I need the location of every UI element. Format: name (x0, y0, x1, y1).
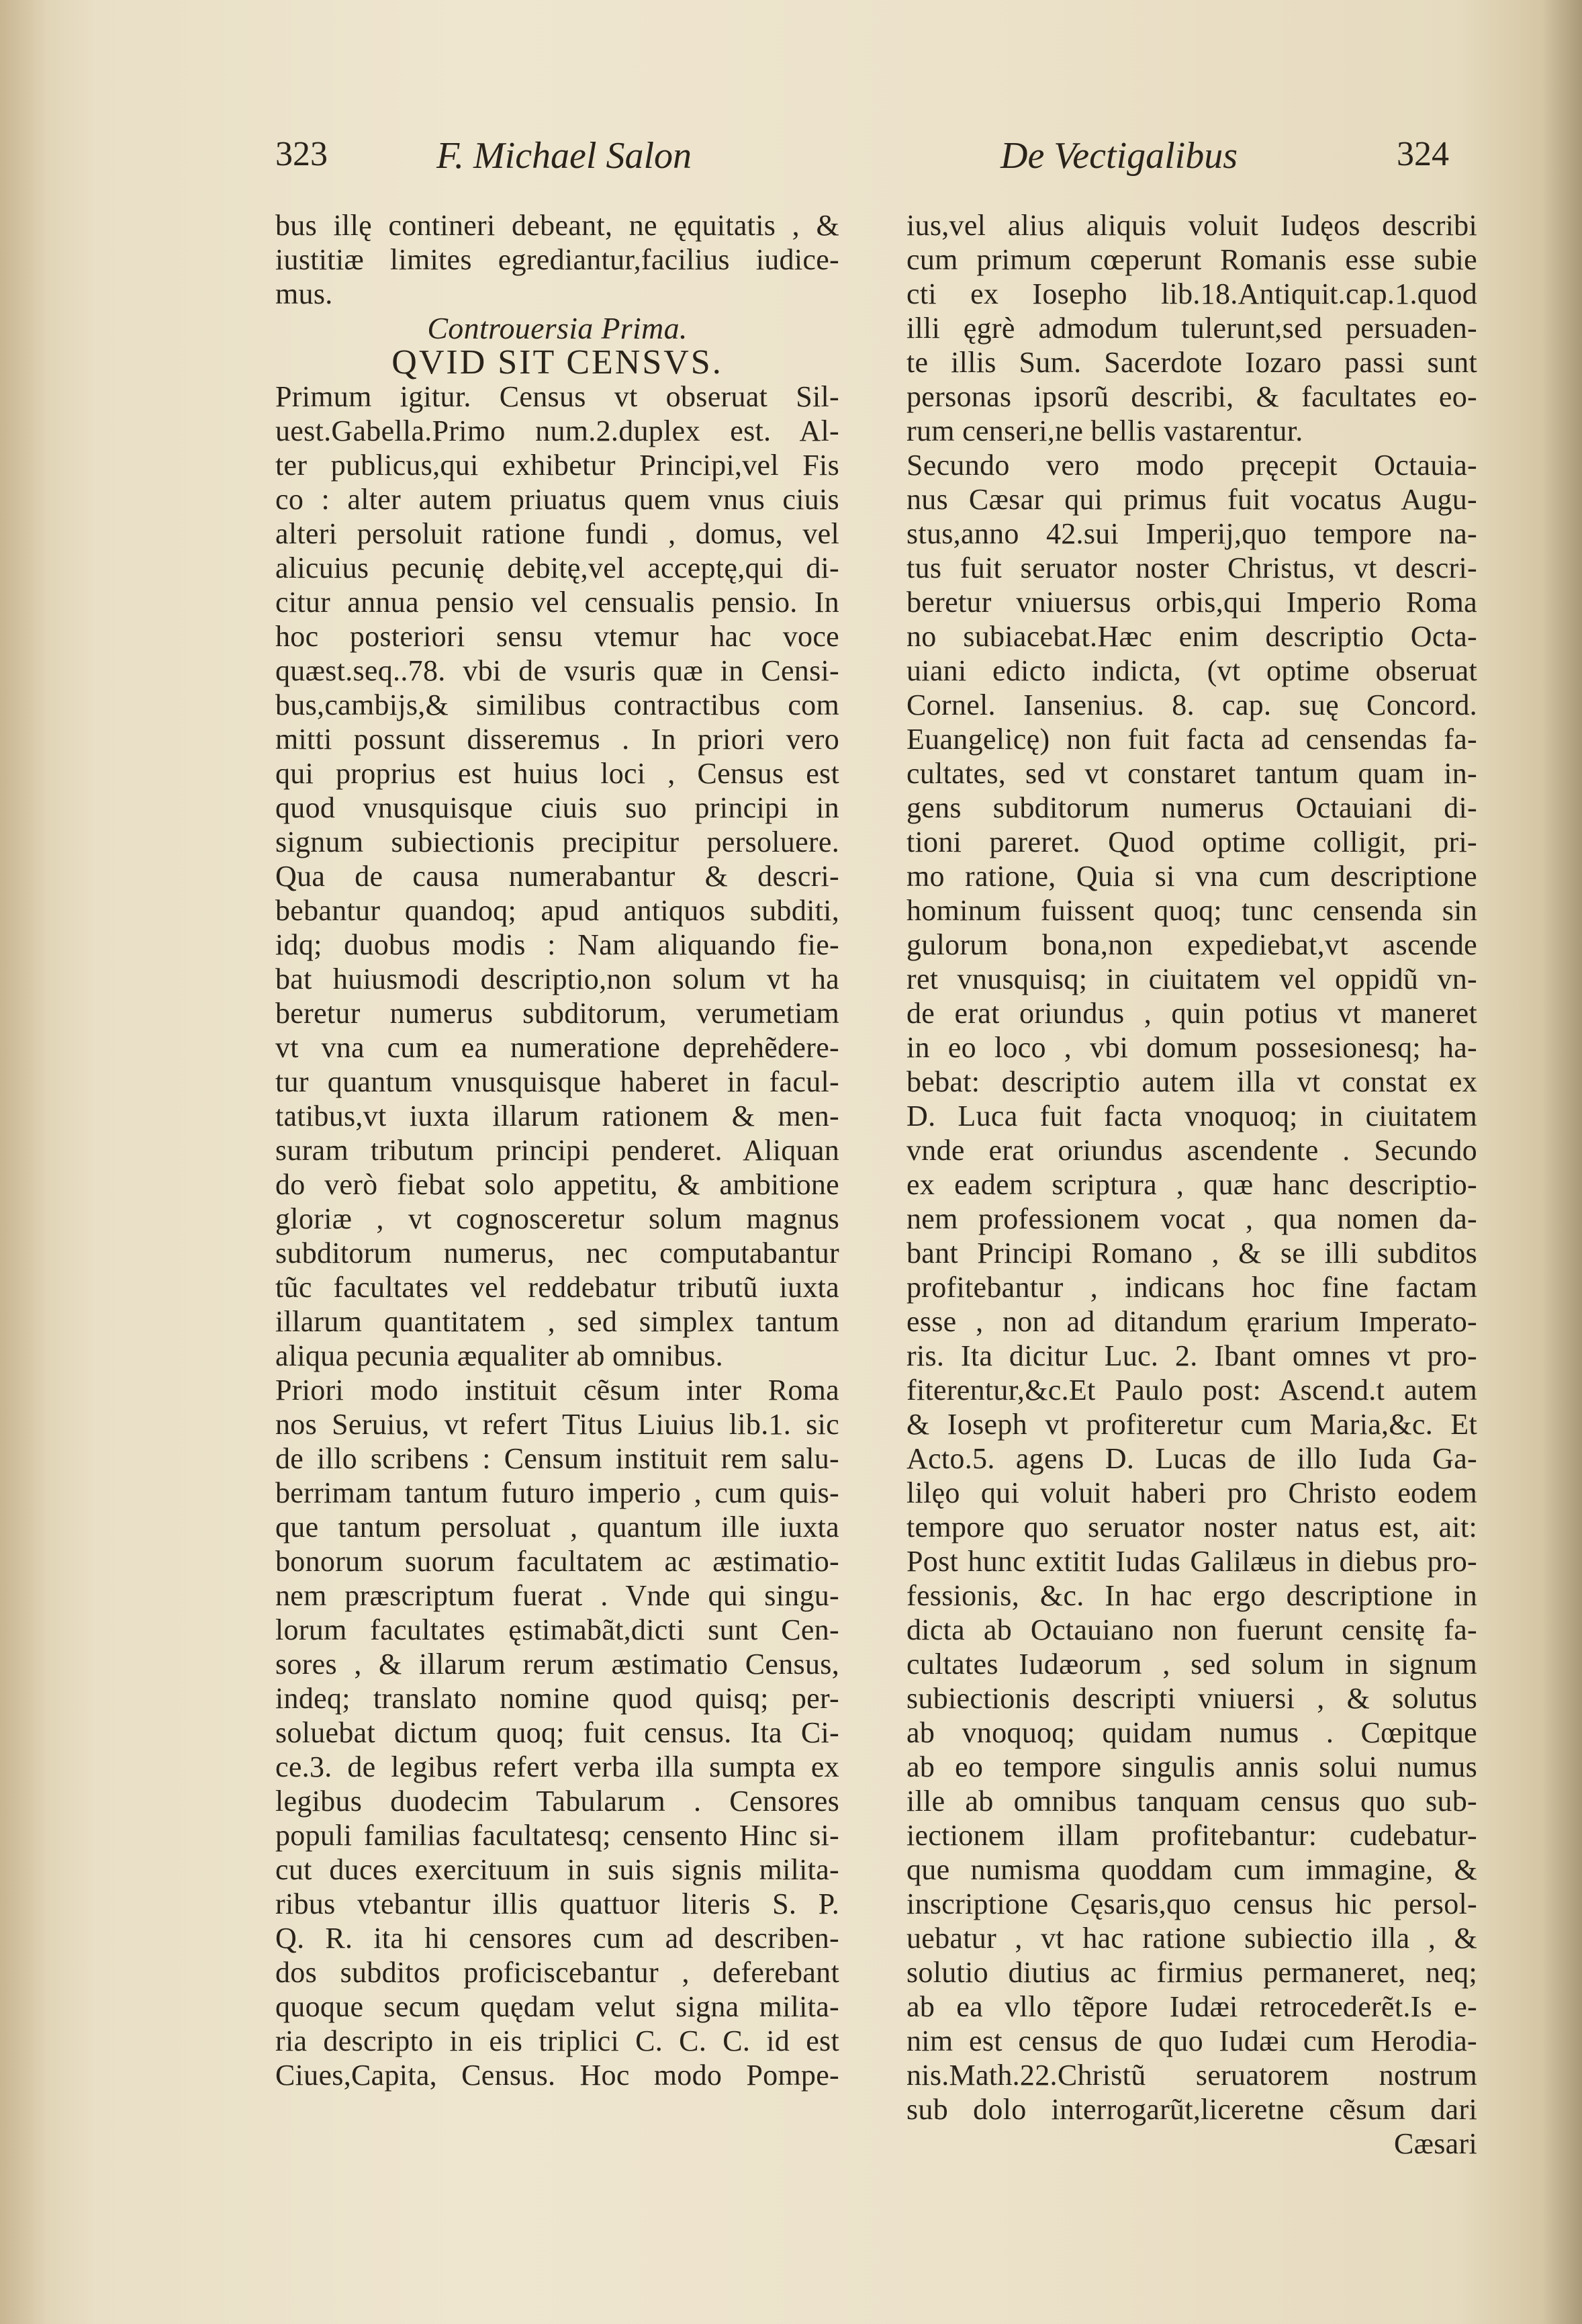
text-line: gens subditorum numerus Octauiani di- (906, 791, 1477, 824)
text-line: ab vnoquoq; quidam numus . Cœpitque (906, 1716, 1477, 1749)
text-line: ille ab omnibus tanquam census quo sub- (906, 1785, 1477, 1818)
text-line: vt vna cum ea numeratione deprehẽdere- (275, 1031, 839, 1064)
text-line: tioni pareret. Quod optime colligit, pri- (906, 825, 1477, 858)
text-line: ribus vtebantur illis quattuor literis S. P. (275, 1887, 839, 1920)
text-line: de erat oriundus , quin potius vt maneret (906, 997, 1477, 1030)
text-line: hominum fuissent quoq; tunc censenda sin (906, 894, 1477, 927)
text-line: bus,cambijs,& similibus contractibus com (275, 688, 839, 721)
text-line: ter publicus,qui exhibetur Principi,vel Fis (275, 449, 839, 482)
text-line: Ciues,Capita, Census. Hoc modo Pompe- (275, 2059, 839, 2092)
text-line: illarum quantitatem , sed simplex tantum (275, 1305, 839, 1338)
text-line: do verò fiebat solo appetitu, & ambitione (275, 1168, 839, 1201)
text-line: solutio diutius ac firmius permaneret, neq; (906, 1956, 1477, 1989)
left-page-number: 323 (275, 135, 328, 173)
text-line: nus Cæsar qui primus fuit vocatus Augu- (906, 483, 1477, 516)
text-line: fessionis, &c. In hac ergo descriptione in (906, 1579, 1477, 1612)
text-line: de illo scribens : Censum instituit rem salu- (275, 1442, 839, 1475)
right-text-column (906, 208, 1477, 2161)
text-line: qui proprius est huius loci , Census est (275, 757, 839, 790)
text-line: inscriptione Cęsaris,quo census hic persol- (906, 1887, 1477, 1920)
text-line: bus illę contineri debeant, ne ęquitatis , & (275, 209, 839, 242)
text-line: tũc facultates vel reddebatur tributũ iuxta (275, 1271, 839, 1304)
text-line: Priori modo instituit cẽsum inter Roma (275, 1374, 839, 1406)
text-line: subiectionis descripti vniuersi , & solutus (906, 1682, 1477, 1715)
text-line: te illis Sum. Sacerdote Iozaro passi sunt (906, 346, 1477, 379)
text-line: beretur numerus subditorum, verumetiam (275, 997, 839, 1030)
text-line: gloriæ , vt cognosceretur solum magnus (275, 1202, 839, 1235)
text-line: bat huiusmodi descriptio,non solum vt ha (275, 963, 839, 995)
text-line: sores , & illarum rerum æstimatio Census, (275, 1648, 839, 1681)
text-line: bant Principi Romano , & se illi subditos (906, 1237, 1477, 1269)
text-line: D. Luca fuit facta vnoquoq; in ciuitatem (906, 1100, 1477, 1132)
text-line: Post hunc extitit Iudas Galilæus in diebus pro- (906, 1545, 1477, 1578)
text-line: rum censeri,ne bellis vastarentur. (906, 414, 1303, 447)
text-line: cultates Iudæorum , sed solum in signum (906, 1648, 1477, 1681)
text-line: ab eo tempore singulis annis solui numus (906, 1750, 1477, 1783)
text-line: cti ex Iosepho lib.18.Antiquit.cap.1.quod (906, 277, 1477, 310)
text-line: tatibus,vt iuxta illarum rationem & men- (275, 1100, 839, 1132)
text-line: cum primum cœperunt Romanis esse subie (906, 243, 1477, 276)
text-line: & Ioseph vt profiteretur cum Maria,&c. Et (906, 1408, 1477, 1441)
text-line: quod vnusquisque ciuis suo principi in (275, 791, 839, 824)
text-line: aliqua pecunia æqualiter ab omnibus. (275, 1339, 723, 1372)
text-line: iectionem illam profitebantur: cudebatur- (906, 1819, 1477, 1852)
text-line: mitti possunt disseremus . In priori vero (275, 723, 839, 756)
text-line: quoque secum quędam velut signa milita- (275, 1990, 839, 2023)
text-line: personas ipsorũ describi, & facultates eo- (906, 380, 1477, 413)
text-line: ris. Ita dicitur Luc. 2. Ibant omnes vt pro- (906, 1339, 1477, 1372)
text-line: tur quantum vnusquisque haberet in facul- (275, 1065, 839, 1098)
right-page-number: 324 (1397, 135, 1449, 173)
text-line: alteri persoluit ratione fundi , domus, vel (275, 517, 839, 550)
text-line: co : alter autem priuatus quem vnus ciuis (275, 483, 839, 516)
text-line: Euangelicę) non fuit facta ad censendas fa- (906, 723, 1477, 756)
text-line: nem professionem vocat , qua nomen da- (906, 1202, 1477, 1235)
text-line: tus fuit seruator noster Christus, vt descri- (906, 551, 1477, 584)
text-line: ab ea vllo tẽpore Iudæi retrocederẽt.Is e- (906, 1990, 1477, 2023)
text-line: QVID SIT CENSVS. (391, 343, 723, 382)
text-line: tempore quo seruator noster natus est, ait: (906, 1511, 1477, 1544)
text-line: profitebantur , indicans hoc fine factam (906, 1271, 1477, 1304)
text-line: vnde erat oriundus ascendente . Secundo (906, 1134, 1477, 1167)
text-line: indeq; translato nomine quod quisq; per- (275, 1682, 839, 1715)
text-line: nem præscriptum fuerat . Vnde qui singu- (275, 1579, 839, 1612)
text-line: bebat: descriptio autem illa vt constat ex (906, 1065, 1477, 1098)
text-line: bonorum suorum facultatem ac æstimatio- (275, 1545, 839, 1578)
text-line: uest.Gabella.Primo num.2.duplex est. Al- (275, 414, 839, 447)
text-line: signum subiectionis precipitur persoluere. (275, 825, 839, 858)
text-line: uebatur , vt hac ratione subiectio illa , & (906, 1922, 1477, 1955)
text-line: que numisma quoddam cum immagine, & (906, 1853, 1477, 1886)
text-line: Primum igitur. Census vt obseruat Sil- (275, 380, 839, 413)
text-line: nim est census de quo Iudæi cum Herodia- (906, 2024, 1477, 2057)
text-line: iustitiæ limites egrediantur,facilius iudice- (275, 243, 839, 276)
text-line: quæst.seq..78. vbi de vsuris quæ in Censi- (275, 654, 839, 687)
right-running-title: De Vectigalibus (1001, 135, 1238, 177)
text-line: dicta ab Octauiano non fuerunt censitę fa- (906, 1613, 1477, 1646)
text-line: esse , non ad ditandum ęrarium Imperato- (906, 1305, 1477, 1338)
text-line: uiani edicto indicta, (vt optime obseruat (906, 654, 1477, 687)
text-line: cultates, sed vt constaret tantum quam in- (906, 757, 1477, 790)
text-line: Secundo vero modo pręcepit Octauia- (906, 449, 1477, 482)
text-line: Controuersia Prima. (427, 311, 688, 345)
text-line: soluebat dictum quoq; fuit census. Ita Ci- (275, 1716, 839, 1749)
text-line: dos subditos proficiscebantur , deferebant (275, 1956, 839, 1989)
text-line: mus. (275, 277, 333, 310)
text-line: berrimam tantum futuro imperio , cum quis- (275, 1476, 839, 1509)
left-text-column (275, 208, 839, 2092)
text-line: nis.Math.22.Christũ seruatorem nostrum (906, 2059, 1477, 2092)
text-line: que tantum persoluat , quantum ille iuxta (275, 1511, 839, 1544)
text-line: Acto.5. agens D. Lucas de illo Iuda Ga- (906, 1442, 1477, 1475)
text-line: Cæsari (1393, 2127, 1477, 2160)
text-line: legibus duodecim Tabularum . Censores (275, 1785, 839, 1818)
text-line: illi ęgrè admodum tulerunt,sed persuaden- (906, 312, 1477, 345)
text-line: alicuius pecunię debitę,vel acceptę,qui di- (275, 551, 839, 584)
text-line: citur annua pensio vel censualis pensio. In (275, 586, 839, 619)
text-line: ius,vel alius aliquis voluit Iudęos describi (906, 209, 1477, 242)
text-line: beretur vniuersus orbis,qui Imperio Roma (906, 586, 1477, 619)
text-line: bebantur quandoq; apud antiquos subditi, (275, 894, 839, 927)
text-line: cut duces exercituum in suis signis milita- (275, 1853, 839, 1886)
text-line: no subiacebat.Hæc enim descriptio Octa- (906, 620, 1477, 653)
text-line: lilęo qui voluit haberi pro Christo eodem (906, 1476, 1477, 1509)
text-line: mo ratione, Quia si vna cum descriptione (906, 860, 1477, 893)
left-edge-stain (0, 0, 47, 2324)
text-line: nos Seruius, vt refert Titus Liuius lib.1. sic (275, 1408, 839, 1441)
text-line: in eo loco , vbi domum possesionesq; ha- (906, 1031, 1477, 1064)
text-line: ret vnusquisq; in ciuitatem vel oppidũ vn- (906, 963, 1477, 995)
text-line: Qua de causa numerabantur & descri- (275, 860, 839, 893)
text-line: subditorum numerus, nec computabantur (275, 1237, 839, 1269)
text-line: sub dolo interrogarũt,liceretne cẽsum dari (906, 2093, 1477, 2126)
text-line: Q. R. ita hi censores cum ad describen- (275, 1922, 839, 1955)
text-line: Cornel. Iansenius. 8. cap. suę Concord. (906, 688, 1477, 721)
right-edge-shadow (1542, 0, 1582, 2324)
text-line: ce.3. de legibus refert verba illa sumpta ex (275, 1750, 839, 1783)
text-line: lorum facultates ęstimabãt,dicti sunt Cen- (275, 1613, 839, 1646)
text-line: fiterentur,&c.Et Paulo post: Ascend.t autem (906, 1374, 1477, 1406)
text-line: ex eadem scriptura , quæ hanc descriptio- (906, 1168, 1477, 1201)
text-line: stus,anno 42.sui Imperij,quo tempore na- (906, 517, 1477, 550)
text-line: gulorum bona,non expediebat,vt ascende (906, 928, 1477, 961)
text-line: idq; duobus modis : Nam aliquando fie- (275, 928, 839, 961)
text-line: suram tributum principi penderet. Aliquan (275, 1134, 839, 1167)
text-line: ria descripto in eis triplici C. C. C. id est (275, 2024, 839, 2057)
text-line: populi familias facultatesq; censento Hinc si- (275, 1819, 839, 1852)
text-line: hoc posteriori sensu vtemur hac voce (275, 620, 839, 653)
left-running-title: F. Michael Salon (436, 135, 692, 177)
